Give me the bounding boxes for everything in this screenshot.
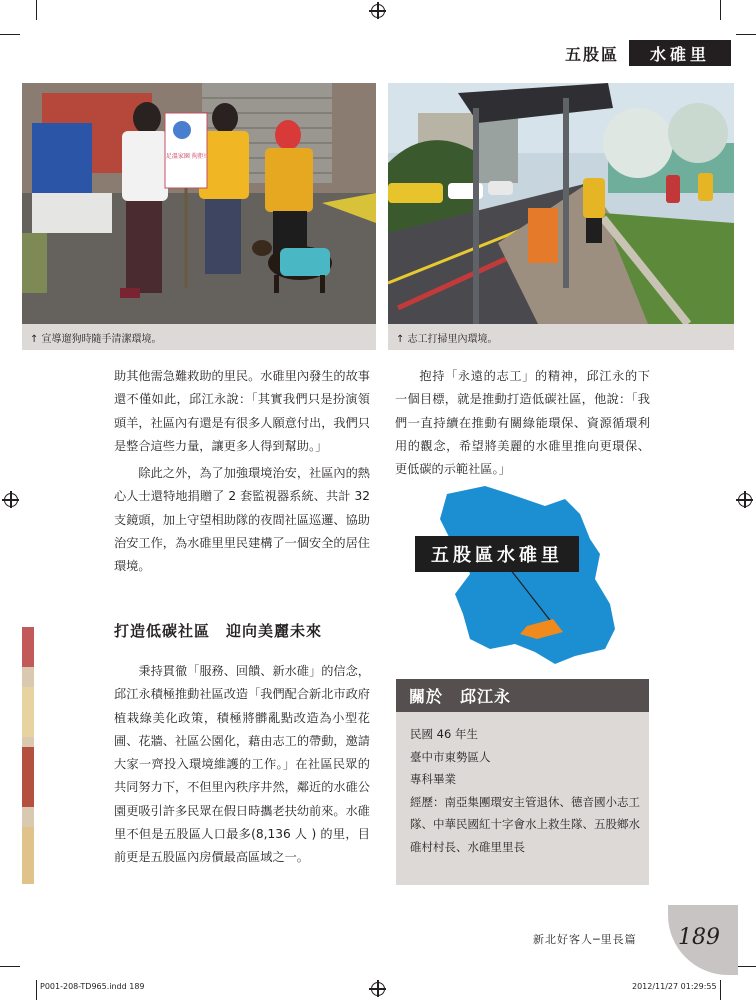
photo-volunteers-cleaning xyxy=(388,83,734,324)
crop-mark xyxy=(36,0,37,20)
photo-caption xyxy=(22,324,376,350)
district-name: 五股區 xyxy=(565,44,620,64)
registration-mark-icon xyxy=(371,982,385,996)
crop-mark xyxy=(720,980,721,1000)
crop-mark xyxy=(0,966,20,967)
paragraph: 除此之外，為了加強環境治安，社區內的熱心人士還特地捐贈了 2 套監視器系統、共計 32 支鏡頭，加上守望相助隊的夜間社區巡邏、協助治安工作，為水碓里里民建構了一個安全的居住環境。 xyxy=(114,466,370,574)
registration-mark-icon xyxy=(4,493,18,507)
paragraph: 抱持「永遠的志工」的精神，邱江永的下一個目標，就是推動打造低碳社區，他說：「我們一直持續在推動有關綠能環保、資源循環利用的觀念，希望將美麗的水碓里推向更環保、更低碳的示範社區。」 xyxy=(395,369,650,477)
page-number-tab xyxy=(668,905,738,975)
photo-dog-walking xyxy=(22,83,376,324)
about-line: 臺中市東勢區人 xyxy=(410,749,491,764)
about-line: 民國 46 年生 xyxy=(410,727,478,741)
caption-text: ↑ 志工打掃里內環境。 xyxy=(396,333,498,345)
district-map xyxy=(415,484,620,666)
about-heading: 關於 邱江永 xyxy=(396,679,649,712)
left-column-lower xyxy=(114,660,370,870)
registration-mark-icon xyxy=(738,493,752,507)
photo-caption xyxy=(388,324,734,350)
crop-mark xyxy=(720,0,721,20)
crop-mark xyxy=(0,34,20,35)
crop-mark xyxy=(736,34,756,35)
print-slug: P001-208-TD965.indd 189 xyxy=(40,982,145,991)
print-timestamp: 2012/11/27 01:29:55 xyxy=(632,982,717,991)
sign-text: 足溫家園 拘拒! xyxy=(165,153,207,160)
registration-mark-icon xyxy=(371,4,385,18)
footer-title: 新北好客人─里長篇 xyxy=(533,933,637,946)
about-line: 專科畢業 xyxy=(410,772,456,786)
paragraph: 助其他需急難救助的里民。水碓里內發生的故事還不僅如此，邱江永說：「其實我們只是扮演領頭羊，社區內有還是有很多人願意付出，我們只是整合這些力量，讓更多人得到幫助。」 xyxy=(114,369,370,453)
section-heading: 打造低碳社區 迎向美麗未來 xyxy=(114,622,323,640)
page-number: 189 xyxy=(678,925,720,950)
map-label: 五股區水碓里 xyxy=(415,536,579,572)
about-body xyxy=(396,712,649,885)
caption-text: ↑ 宣導遛狗時隨手清潔環境。 xyxy=(30,333,162,345)
paragraph: 秉持貫徹「服務、回饋、新水碓」的信念，邱江永積極推動社區改造「我們配合新北市政府植栽綠美化政策，積極將髒亂點改造為小型花圃、花牆、社區公園化，藉由志工的帶動，邀請大家一齊投入環境維護的工作。」在社區民眾的共同努力下，不但里內秩序井然，鄰近的水碓公園更吸引許多民眾在假日時攜老扶幼前來。水碓里不但是五股區人口最多(8,136 人 ) 的里，目前更是五股區內房價最高區域之一。 xyxy=(114,664,370,865)
about-line: 經歷：南亞集團環安主管退休、德音國小志工隊、中華民國紅十字會水上救生隊、五股鄉水碓村村長、水碓里里長 xyxy=(410,794,640,854)
village-name: 水碓里 xyxy=(629,40,731,66)
crop-mark xyxy=(736,966,756,967)
crop-mark xyxy=(36,980,37,1000)
left-column xyxy=(114,365,370,579)
edge-image-strip xyxy=(22,627,34,884)
section-tab xyxy=(555,40,731,66)
right-column xyxy=(395,365,650,481)
